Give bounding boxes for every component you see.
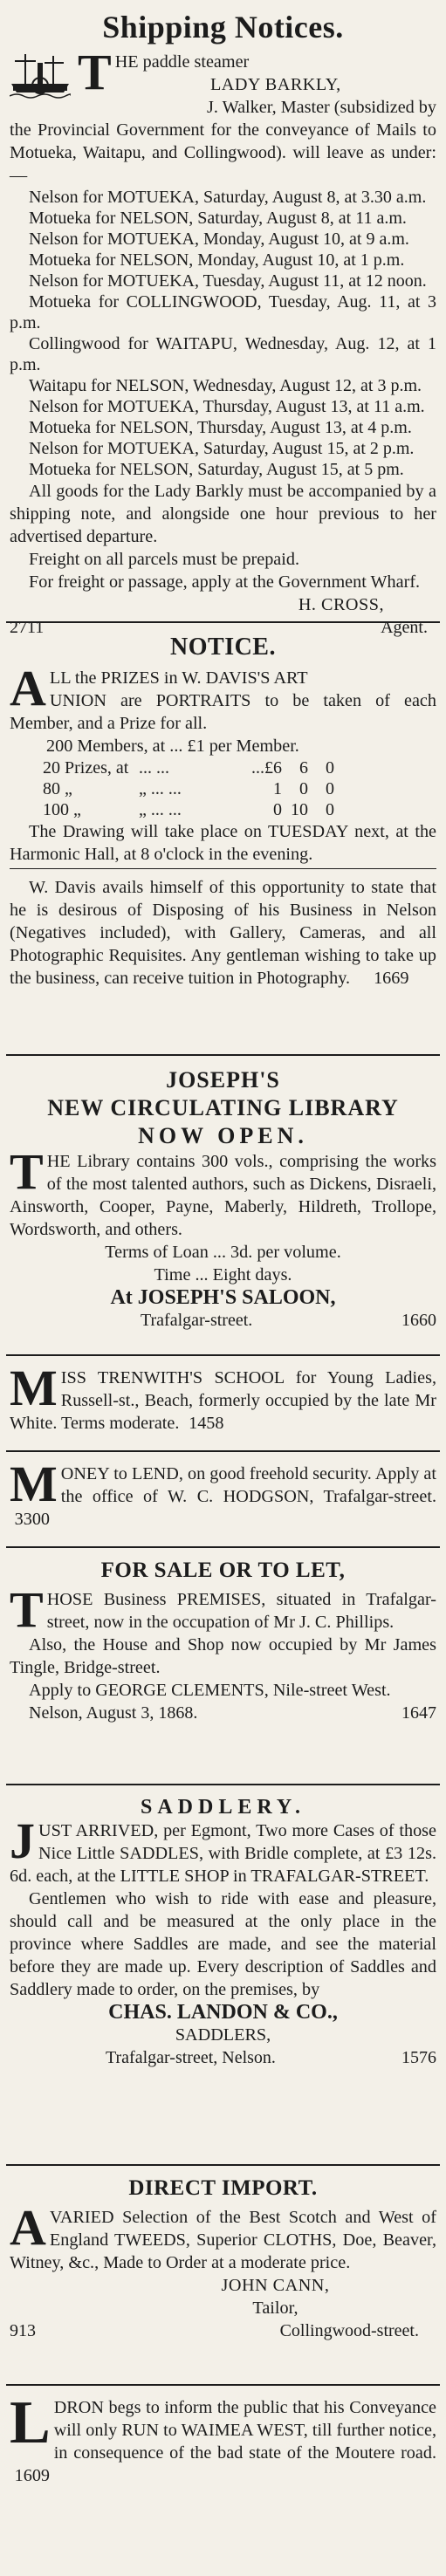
freight-note: Freight on all parcels must be prepaid. — [29, 550, 300, 569]
davis-note — [10, 876, 436, 990]
drop-cap: M — [10, 1360, 58, 1416]
shipping-title: Shipping Notices. — [102, 10, 344, 45]
prize-count: 100 „ — [43, 800, 81, 819]
divider — [6, 621, 440, 623]
library-title1: JOSEPH'S — [166, 1067, 280, 1093]
schedule-item: Nelson for MOTUEKA, Tuesday, August 11, at 12 noon. — [29, 271, 427, 291]
davis-text: W. Davis avails himself of this opportunity to state that he is desirous of Disposing of his Business in Nelson (Negatives included), with Gallery, Cameras, and all Photographic Requisites. Any gentleman wishing to take up the business, can receive tuition in Photography. — [10, 878, 436, 988]
master-line: J. Walker, Master (subsidized by — [207, 98, 436, 117]
passage-note: For freight or passage, apply at the Government Wharf. — [29, 572, 421, 592]
tailor-address: Collingwood-street. — [279, 2321, 419, 2340]
drop-cap: M — [10, 1456, 58, 1512]
street: Trafalgar-street. — [141, 1311, 253, 1330]
tailor-trade: Tailor, — [252, 2299, 298, 2318]
ref-row — [10, 2319, 436, 2342]
direct-body: VARIED Selection of the Best Scotch and West of England TWEEDS, Superior CLOTHS, Doe, Beaver, Witney, &c., Made to Order at a moderate price. — [10, 2208, 436, 2272]
drop-cap: J — [10, 1812, 35, 1869]
school-body: ISS TRENWITH'S SCHOOL for Young Ladies, Russell-st., Beach, formerly occupied by the late Mr White. Terms moderate. — [10, 1368, 436, 1433]
prize-row — [43, 757, 436, 778]
divider — [6, 1354, 440, 1356]
divider — [6, 2164, 440, 2166]
ref-row — [10, 2046, 436, 2069]
ad-ref-number: 1660 — [401, 1311, 436, 1330]
drop-cap: T — [10, 1143, 44, 1200]
goods-note: All goods for the Lady Barkly must be accompanied by a shipping note, and alongside one hour previous to her advertised departure. — [10, 482, 436, 546]
prize-pounds: 0 — [273, 800, 282, 819]
saddlery-title: SADDLERY. — [141, 1796, 305, 1819]
inner-divider — [10, 868, 436, 869]
prize-count: 80 „ — [43, 779, 72, 798]
sale-body: HOSE Business PREMISES, situated in Trafalgar-street, now in the occupation of Mr J. C. Phillips. — [46, 1590, 436, 1632]
newspaper-column — [6, 0, 440, 2511]
money-ad — [6, 1457, 440, 1541]
prize-count: 20 Prizes, at — [43, 758, 129, 778]
notice-ad — [6, 628, 440, 1049]
prize-pence: 0 — [326, 758, 334, 778]
library-body: HE Library contains 300 vols., comprising the works of the most talented authors, such as Dickens, Disraeli, Ainsworth, Cooper, Payne, Maberly, Hildreth, Trollope, Wordsworth, and others. — [10, 1152, 436, 1239]
ref-row — [10, 1309, 436, 1332]
school-ad — [6, 1361, 440, 1445]
library-title2: NEW CIRCULATING LIBRARY — [47, 1095, 399, 1120]
vessel-name: LADY BARKLY, — [209, 75, 341, 94]
drop-cap: T — [78, 44, 112, 100]
dron-body: DRON begs to inform the public that his Conveyance will only RUN to WAIMEA WEST, till further notice, in consequence of the bad state of the Moutere road. — [53, 2398, 436, 2463]
signer: H. CROSS, — [298, 595, 384, 614]
ref-row — [10, 1702, 436, 1724]
ad-ref-number: 1669 — [374, 969, 409, 988]
divider — [6, 1054, 440, 1056]
signer-role: Agent. — [381, 618, 428, 637]
sale-also: Also, the House and Shop now occupied by Mr James Tingle, Bridge-street. — [10, 1635, 436, 1677]
ad-ref-number: 1458 — [189, 1414, 224, 1433]
firm-name: CHAS. LANDON & CO., — [108, 2001, 338, 2024]
prize-shillings: 0 — [299, 779, 308, 798]
schedule-item: Motueka for COLLINGWOOD, Tuesday, Aug. 11, at 3 p.m. — [10, 292, 436, 332]
ad-ref-number: 913 — [10, 2321, 36, 2340]
sale-date: Nelson, August 3, 1868. — [29, 1703, 198, 1723]
money-body: ONEY to LEND, on good freehold security. Apply at the office of W. C. HODGSON, Trafalgar-street. — [60, 1464, 436, 1506]
drop-cap: A — [10, 660, 46, 716]
schedule-item: Nelson for MOTUEKA, Monday, August 10, at 9 a.m. — [29, 230, 409, 249]
prize-row — [43, 778, 436, 799]
firm-address: Trafalgar-street, Nelson. — [106, 2048, 276, 2067]
divider — [6, 1546, 440, 1548]
prize-pounds: ...£6 — [251, 758, 282, 778]
steamer-illustration — [10, 51, 71, 99]
loan-time: Time ... Eight days. — [154, 1265, 292, 1285]
shipping-notice — [6, 3, 440, 637]
schedule-item: Collingwood for WAITAPU, Wednesday, Aug. 12, at 1 p.m. — [10, 334, 436, 374]
sale-apply: Apply to GEORGE CLEMENTS, Nile-street West. — [29, 1681, 391, 1700]
dron-ad — [6, 2391, 440, 2511]
firm-trade: SADDLERS, — [175, 2025, 271, 2045]
schedule-item: Motueka for NELSON, Saturday, August 8, at 11 a.m. — [29, 209, 407, 228]
saddlery-body: UST ARRIVED, per Egmont, Two more Cases of those Nice Little SADDLES, with Bridle complete, at £3 12s. 6d. each, at the LITTLE SHOP in TRAFALGAR-STREET. — [10, 1821, 436, 1886]
prize-leader: „ ... ... — [139, 800, 182, 819]
prize-pence: 0 — [326, 779, 334, 798]
ad-ref-number: 3300 — [14, 1510, 50, 1529]
library-ad — [6, 1061, 440, 1349]
intro-text: the Provincial Government for the conveyance of Mails to Motueka, Waitapu, and Collingwood). will leave as under:— — [10, 120, 436, 185]
prize-shillings: 10 — [291, 800, 308, 819]
loan-terms: Terms of Loan ... 3d. per volume. — [105, 1243, 341, 1262]
schedule-item: Nelson for MOTUEKA, Saturday, August 15, at 2 p.m. — [29, 439, 415, 458]
sale-ad — [6, 1553, 440, 1778]
ad-ref-number: 2711 — [10, 618, 45, 637]
intro-line1: HE paddle steamer — [114, 52, 250, 72]
ad-ref-number: 1576 — [401, 2048, 436, 2067]
direct-title: DIRECT IMPORT. — [128, 2176, 318, 2200]
direct-import-ad — [6, 2171, 440, 2379]
saloon-name: At JOSEPH'S SALOON, — [110, 1286, 336, 1309]
sale-title: FOR SALE OR TO LET, — [100, 1559, 346, 1582]
schedule-item: Nelson for MOTUEKA, Saturday, August 8, at 3.30 a.m. — [29, 188, 427, 207]
prize-leader: „ ... ... — [139, 779, 182, 798]
ad-ref-number: 1609 — [14, 2466, 50, 2485]
drop-cap: A — [10, 2199, 46, 2256]
prize-table — [10, 757, 436, 820]
prize-row — [43, 799, 436, 820]
divider — [6, 1450, 440, 1452]
prize-pounds: 1 — [273, 779, 282, 798]
drop-cap: T — [10, 1581, 44, 1638]
schedule-item: Waitapu for NELSON, Wednesday, August 12, at 3 p.m. — [29, 376, 422, 395]
prize-pence: 0 — [326, 800, 334, 819]
ad-ref-number: 1647 — [401, 1703, 436, 1723]
divider — [6, 1784, 440, 1785]
members-line: 200 Members, at ... £1 per Member. — [46, 736, 299, 756]
notice-title: NOTICE. — [170, 634, 276, 661]
prize-shillings: 6 — [299, 758, 308, 778]
tailor-name: JOHN CANN, — [221, 2276, 330, 2295]
notice-line1: LL the PRIZES in W. DAVIS'S ART — [49, 668, 308, 688]
divider — [6, 2384, 440, 2386]
drop-cap: L — [10, 2389, 51, 2456]
library-title3: NOW OPEN. — [138, 1123, 308, 1148]
schedule-list — [10, 187, 436, 480]
drawing-note: The Drawing will take place on TUESDAY next, at the Harmonic Hall, at 8 o'clock in the evening. — [10, 822, 436, 864]
prize-leader: ... ... — [139, 758, 169, 778]
schedule-item: Motueka for NELSON, Saturday, August 15, at 5 pm. — [29, 460, 404, 479]
notice-rest: UNION are PORTRAITS to be taken of each Member, and a Prize for all. — [10, 691, 436, 733]
schedule-item: Motueka for NELSON, Monday, August 10, at 1 p.m. — [29, 250, 405, 270]
schedule-item: Motueka for NELSON, Thursday, August 13, at 4 p.m. — [29, 418, 412, 437]
saddlery-gents: Gentlemen who wish to ride with ease and pleasure, should call and be measured at the only place in the province where Saddles are made, and see the material before they are made up. Every description of Saddles and Saddlery made to order, on the premises, by — [10, 1889, 436, 1999]
saddlery-ad — [6, 1791, 440, 2159]
schedule-item: Nelson for MOTUEKA, Thursday, August 13, at 11 a.m. — [29, 397, 425, 416]
